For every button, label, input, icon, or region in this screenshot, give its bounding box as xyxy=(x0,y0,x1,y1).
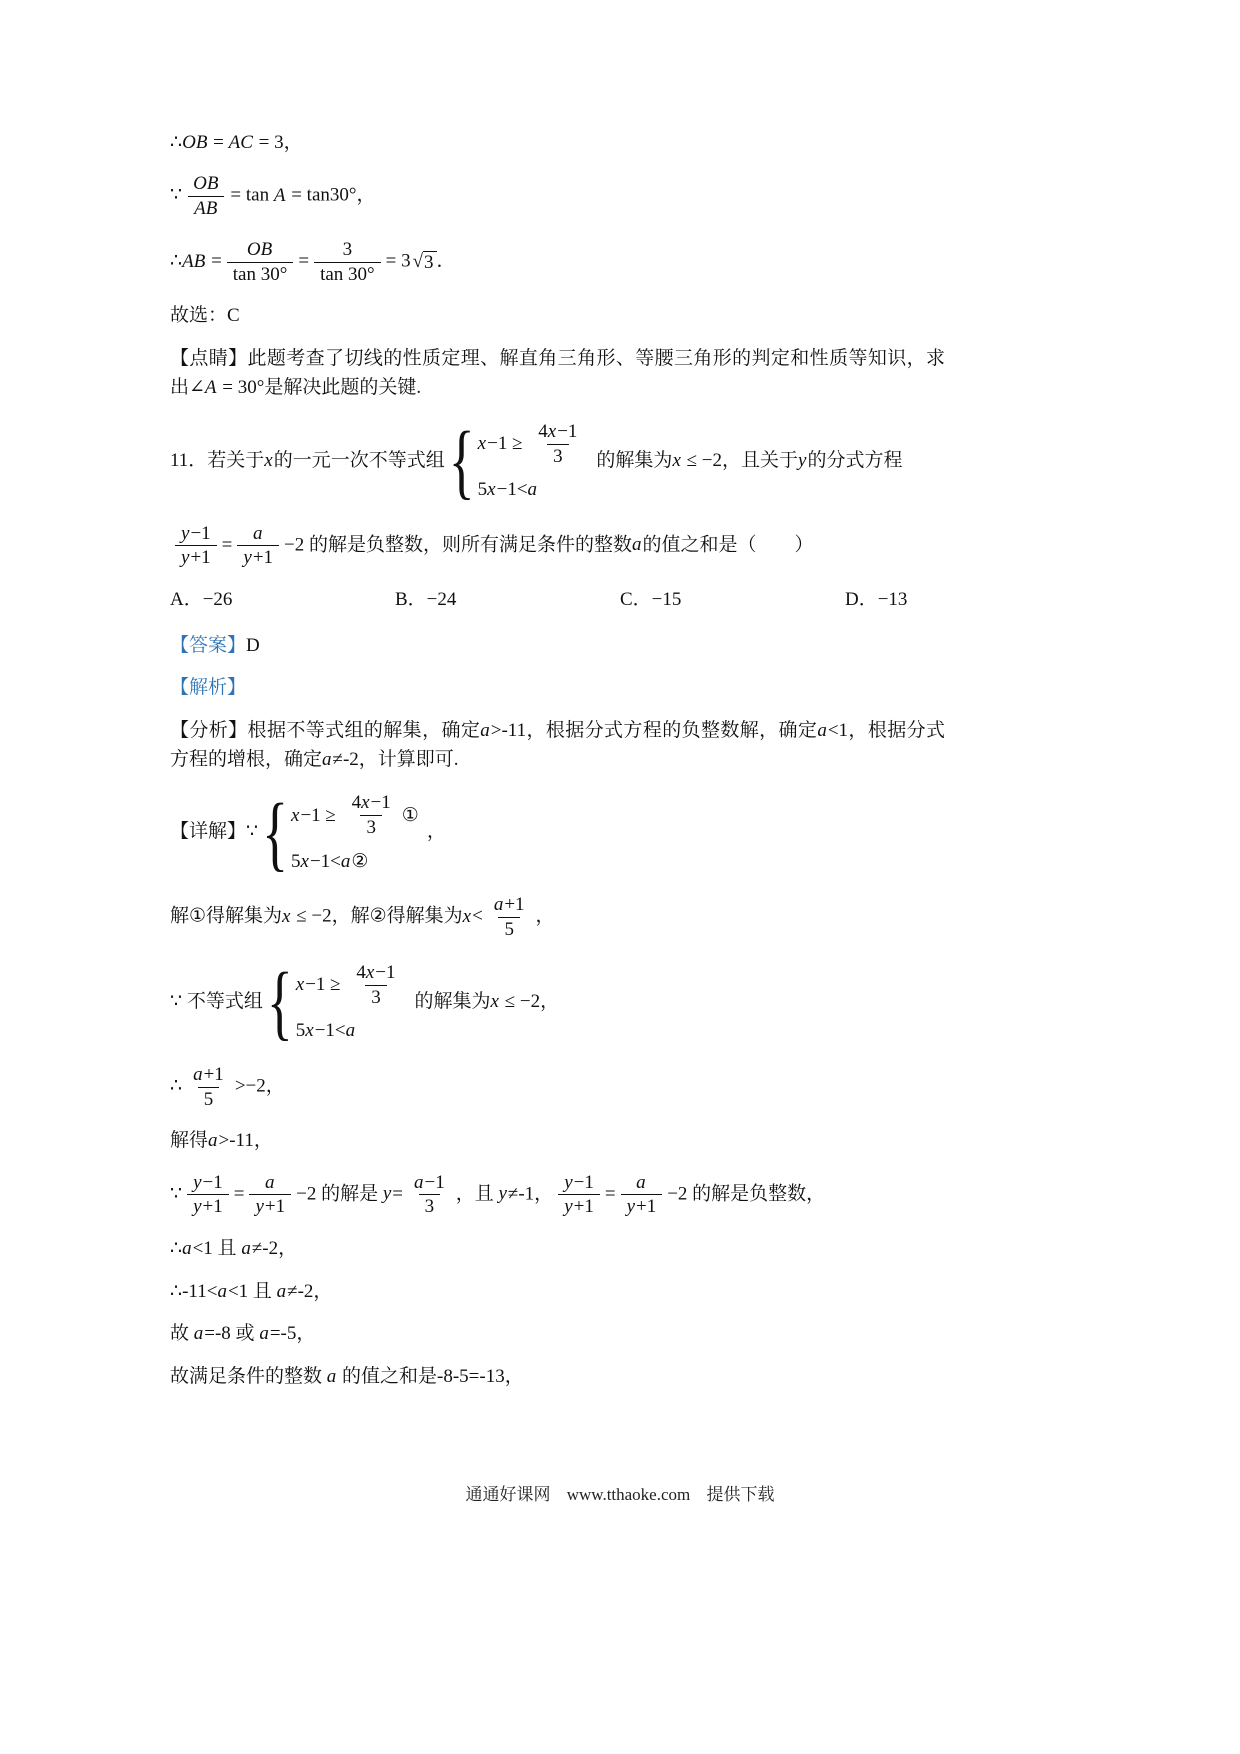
solution11-line-values xyxy=(170,1319,945,1348)
math-variable: OB xyxy=(193,173,219,195)
fraction-numerator xyxy=(350,961,401,985)
math-variable: a xyxy=(414,1171,424,1193)
system-rows xyxy=(478,418,589,505)
text-run: ∴ xyxy=(170,132,183,153)
text-run: ∵ xyxy=(170,185,183,207)
fraction-numerator xyxy=(488,893,531,917)
text-run: = 3 xyxy=(385,250,411,272)
question11-stem-part1 xyxy=(170,416,945,507)
fraction-denominator xyxy=(175,545,217,570)
text-run: 【分析】根据不等式组的解集，确定 xyxy=(170,719,481,741)
fraction xyxy=(346,791,397,840)
text-run: 【点睛】此题考查了切线的性质定理、解直角三角形、等腰三角形的判定和性质等知识，求出∠ xyxy=(170,347,945,399)
fraction-numerator xyxy=(241,238,279,262)
fraction-numerator xyxy=(259,1171,282,1195)
text-run: 3 xyxy=(424,251,434,273)
fraction-denominator xyxy=(249,1194,291,1219)
text-run: +1 xyxy=(190,547,211,569)
text-run: 4 xyxy=(538,420,548,442)
math-variable: AB xyxy=(194,198,218,220)
math-variable: x xyxy=(264,449,273,471)
math-variable: a xyxy=(208,1130,218,1152)
fraction-numerator xyxy=(558,1171,600,1195)
fraction xyxy=(237,522,279,571)
math-variable: a xyxy=(326,1365,337,1387)
math-variable: a xyxy=(480,719,490,741)
footer-site-name: 通通好课网 xyxy=(465,1485,551,1504)
system-rows xyxy=(296,959,407,1046)
text-run: ≠-2， xyxy=(287,1280,333,1302)
math-variable: AB xyxy=(182,250,206,272)
fraction xyxy=(408,1171,451,1220)
fraction xyxy=(488,893,531,942)
question11-stem-part2 xyxy=(170,520,945,573)
fraction xyxy=(532,420,583,469)
fraction-numerator xyxy=(630,1171,653,1195)
text-run: >-11，根据分式方程的负整数解，确定 xyxy=(490,719,818,741)
solution11-line-frac-gt xyxy=(170,1061,945,1114)
text-run: < xyxy=(472,905,483,927)
math-variable: x xyxy=(300,850,309,872)
math-variable: x xyxy=(477,433,487,455)
math-variable: a xyxy=(340,850,351,872)
text-run: 5 xyxy=(203,1088,214,1110)
math-variable: x xyxy=(672,449,681,471)
math-variable: y xyxy=(798,449,807,471)
text-run: +1 xyxy=(202,1196,223,1218)
fraction xyxy=(249,1171,291,1220)
text-run: ∴-11< xyxy=(170,1280,218,1302)
math-variable: a xyxy=(527,479,538,501)
option-b: B．−24 xyxy=(395,589,457,611)
text-run: 5 xyxy=(291,850,301,872)
solution11-detail-system xyxy=(170,787,945,878)
text-run: 的解集为 xyxy=(414,990,491,1012)
text-run: = xyxy=(604,1183,616,1205)
text-run: ∴ xyxy=(170,1238,183,1260)
solution11-line-sum xyxy=(170,1362,945,1391)
text-run: 解①得解集为 xyxy=(170,905,283,927)
solution10-answer-choice xyxy=(170,301,945,330)
fraction-denominator xyxy=(314,262,381,287)
text-run: −1 ≥ xyxy=(305,974,346,996)
text-run: = xyxy=(208,132,229,153)
fraction-numerator xyxy=(337,238,359,262)
text-run: −1< xyxy=(309,850,341,872)
math-variable: a xyxy=(252,522,263,544)
math-variable: x xyxy=(547,420,557,442)
text-run: +1 xyxy=(573,1196,594,1218)
fraction-numerator xyxy=(346,791,397,815)
math-variable: x xyxy=(361,792,370,814)
fraction-denominator xyxy=(498,917,520,942)
text-run: −1 ≥ xyxy=(487,433,528,455)
solution10-remark xyxy=(170,344,945,403)
solution11-line-fraction-equation xyxy=(170,1169,945,1222)
text-run: 的分式方程 xyxy=(807,449,903,471)
answer-value: D xyxy=(246,634,260,656)
math-variable: a xyxy=(636,1171,646,1193)
text-run: ， xyxy=(535,905,555,927)
text-run: ≤ −2，解②得解集为 xyxy=(291,905,463,927)
fraction xyxy=(227,238,294,287)
text-run: 【详解】∵ xyxy=(170,821,259,843)
text-run: −1 xyxy=(424,1171,445,1193)
text-run: +1 xyxy=(264,1196,286,1218)
text-run: = xyxy=(233,1183,245,1205)
text-run: 4 xyxy=(356,961,366,983)
left-brace: { xyxy=(262,786,289,880)
math-variable: x xyxy=(487,479,496,501)
text-run: ∵ xyxy=(170,1183,183,1205)
fraction-denominator xyxy=(360,815,382,840)
solution11-analysis xyxy=(170,716,945,775)
analysis-header-line xyxy=(170,673,945,702)
text-run: ，且 xyxy=(455,1183,499,1205)
left-brace: { xyxy=(266,955,293,1049)
fraction-denominator xyxy=(558,1194,600,1219)
text-run: ≠-2，计算即可. xyxy=(332,748,459,770)
fraction-denominator xyxy=(419,1194,441,1219)
fraction xyxy=(621,1171,663,1220)
question11-options-row xyxy=(170,585,945,614)
math-variable: y xyxy=(181,522,190,544)
fraction-numerator xyxy=(187,1063,230,1087)
text-run: +1 xyxy=(504,894,525,916)
text-run: ∴ xyxy=(170,1075,183,1097)
text-run: 11．若关于 xyxy=(170,449,265,471)
text-run: −1 xyxy=(190,522,211,544)
text-run: 故选：C xyxy=(170,305,240,327)
text-run: 3 xyxy=(342,238,353,260)
text-run: −1 xyxy=(375,961,396,983)
fraction-numerator xyxy=(187,172,225,196)
text-run: ① xyxy=(401,804,419,826)
math-variable: y xyxy=(564,1196,573,1218)
math-variable: a xyxy=(345,1020,356,1042)
text-run: =-8 或 xyxy=(204,1323,260,1345)
text-run: −1 xyxy=(370,792,391,814)
fraction-numerator xyxy=(175,522,217,546)
solution11-line-range xyxy=(170,1277,945,1306)
math-variable: a xyxy=(493,894,504,916)
text-run: ∵ 不等式组 xyxy=(170,990,263,1012)
equation-system xyxy=(448,414,589,508)
system-rows xyxy=(291,789,419,876)
analysis-header-label: 【解析】 xyxy=(170,677,247,699)
math-variable: a xyxy=(265,1171,275,1193)
solution11-line-a-lt-1 xyxy=(170,1234,945,1263)
fraction-denominator xyxy=(365,985,387,1010)
answer-line xyxy=(170,631,945,660)
text-run: ∴ xyxy=(170,250,183,272)
text-run: 的解集为 xyxy=(596,449,673,471)
system-row xyxy=(478,475,589,504)
text-run: 的值之和是-8-5=-13， xyxy=(337,1365,524,1387)
fraction-numerator xyxy=(408,1171,451,1195)
math-variable: x xyxy=(291,804,300,826)
math-variable: x xyxy=(305,1020,314,1042)
option-c: C．−15 xyxy=(620,589,682,611)
fraction xyxy=(314,238,381,287)
math-variable: a xyxy=(241,1238,251,1260)
footer-url: www.tthaoke.com xyxy=(566,1485,691,1504)
text-run: 4 xyxy=(351,792,362,814)
text-run: ≤ −2，且关于 xyxy=(681,449,799,471)
math-variable: A xyxy=(273,185,286,207)
math-variable: x xyxy=(295,974,305,996)
text-run: ≠-2， xyxy=(251,1238,298,1260)
page-footer xyxy=(0,1480,1240,1505)
math-variable: x xyxy=(282,905,291,927)
text-run: <1 且 xyxy=(227,1280,277,1302)
text-run: 解得 xyxy=(170,1130,209,1152)
answer-label: 【答案】 xyxy=(170,634,247,656)
math-variable: y xyxy=(498,1183,507,1205)
text-run: −1 ≥ xyxy=(300,804,341,826)
radicand xyxy=(423,251,437,274)
fraction-denominator xyxy=(237,545,279,570)
math-variable: a xyxy=(182,1238,192,1260)
text-run: +1 xyxy=(636,1196,657,1218)
solution10-line-tan xyxy=(170,170,945,223)
text-run: −2 的解是负整数， xyxy=(667,1183,826,1205)
text-run: 的一元一次不等式组 xyxy=(273,449,445,471)
text-run: tan 30° xyxy=(320,263,375,285)
math-variable: y xyxy=(382,1183,392,1205)
text-run: +1 xyxy=(203,1063,224,1085)
fraction-denominator xyxy=(198,1087,220,1112)
math-variable: a xyxy=(193,1063,203,1085)
fraction-denominator xyxy=(547,444,569,469)
math-variable: y xyxy=(193,1171,202,1193)
square-root xyxy=(413,251,437,274)
math-variable: y xyxy=(243,547,252,569)
fraction-denominator xyxy=(188,196,224,221)
math-variable: a xyxy=(817,719,827,741)
text-run: tan 30° xyxy=(232,263,288,285)
equation-system xyxy=(262,786,419,880)
fraction xyxy=(187,1063,230,1112)
fraction xyxy=(350,961,401,1010)
solution10-line-ab xyxy=(170,236,945,289)
math-variable: x xyxy=(490,990,499,1012)
text-run: 3 xyxy=(553,445,563,467)
text-run: <1，根据分式方程的增根，确定 xyxy=(170,719,945,770)
footer-suffix: 提供下载 xyxy=(706,1485,775,1504)
text-run: = tan30°， xyxy=(286,185,376,207)
text-run: = 3， xyxy=(253,132,303,153)
math-variable: y xyxy=(255,1196,264,1218)
math-variable: A xyxy=(204,377,217,399)
math-variable: x xyxy=(365,961,375,983)
text-run: = tan xyxy=(230,185,274,207)
option-a: A．−26 xyxy=(170,589,233,611)
text-run: 5 xyxy=(295,1020,306,1042)
solution10-line-ob-ac xyxy=(170,128,945,157)
text-run: −2 的解是负整数，则所有满足条件的整数 xyxy=(284,534,632,556)
math-variable: OB xyxy=(246,238,273,260)
solution11-line-solve12 xyxy=(170,891,945,944)
system-row xyxy=(478,418,589,471)
text-run: ． xyxy=(436,250,456,272)
fraction xyxy=(187,172,225,221)
text-run: 故满足条件的整数 xyxy=(170,1365,327,1387)
fraction-numerator xyxy=(187,1171,229,1195)
math-variable: y xyxy=(193,1196,202,1218)
math-variable: a xyxy=(322,748,332,770)
text-run: −1 xyxy=(557,420,578,442)
text-run: 3 xyxy=(424,1196,435,1218)
text-run: −1 xyxy=(202,1171,223,1193)
text-run: = xyxy=(298,250,310,272)
option-d: D．−13 xyxy=(845,589,908,611)
text-run: = xyxy=(206,250,222,272)
text-run: ， xyxy=(426,821,446,843)
math-variable: a xyxy=(259,1323,269,1345)
solution11-line-system-restate xyxy=(170,957,945,1048)
text-run: = 30°是解决此题的关键. xyxy=(217,377,422,399)
fraction xyxy=(187,1171,229,1220)
radical-sign-icon: √ xyxy=(412,250,424,272)
text-run: ≤ −2， xyxy=(499,990,560,1012)
equation-system xyxy=(266,955,407,1049)
math-variable: a xyxy=(276,1280,287,1302)
text-run: ② xyxy=(351,850,369,872)
text-run: 的值之和是（ ） xyxy=(642,534,814,556)
math-variable: a xyxy=(217,1280,227,1302)
system-row xyxy=(296,1016,407,1045)
math-variable: OB xyxy=(182,132,208,153)
text-run: = xyxy=(221,534,233,556)
fraction xyxy=(558,1171,600,1220)
math-variable: y xyxy=(181,547,190,569)
fraction xyxy=(175,522,217,571)
text-run: +1 xyxy=(252,547,274,569)
math-variable: a xyxy=(193,1323,204,1345)
math-variable: y xyxy=(626,1196,635,1218)
text-run: = xyxy=(392,1183,403,1205)
math-variable: x xyxy=(462,905,472,927)
text-run: −1< xyxy=(314,1020,346,1042)
system-row xyxy=(291,789,419,842)
text-run: −1 xyxy=(573,1171,594,1193)
text-run: 5 xyxy=(504,919,514,941)
fraction-numerator xyxy=(247,522,270,546)
left-brace: { xyxy=(448,414,475,508)
solution11-line-a-gt-neg11 xyxy=(170,1126,945,1155)
system-row xyxy=(296,959,407,1012)
text-run: −2 的解是 xyxy=(296,1183,383,1205)
text-run: 5 xyxy=(477,479,488,501)
text-run: ≠-1， xyxy=(507,1183,554,1205)
fraction-numerator xyxy=(532,420,583,444)
fraction-denominator xyxy=(187,1194,229,1219)
fraction-denominator xyxy=(621,1194,663,1219)
text-run: −1< xyxy=(496,479,528,501)
document-content xyxy=(170,128,945,1404)
fraction-denominator xyxy=(227,262,294,287)
text-run: 故 xyxy=(170,1323,194,1345)
text-run: 3 xyxy=(371,986,381,1008)
text-run: =-5， xyxy=(269,1323,316,1345)
math-variable: a xyxy=(632,534,642,556)
system-row xyxy=(291,847,419,876)
math-variable: y xyxy=(564,1171,573,1193)
text-run: >−2， xyxy=(234,1075,285,1097)
text-run: >-11， xyxy=(218,1130,273,1152)
text-run: <1 且 xyxy=(192,1238,242,1260)
text-run: 3 xyxy=(366,817,376,839)
math-variable: AC xyxy=(228,132,253,153)
